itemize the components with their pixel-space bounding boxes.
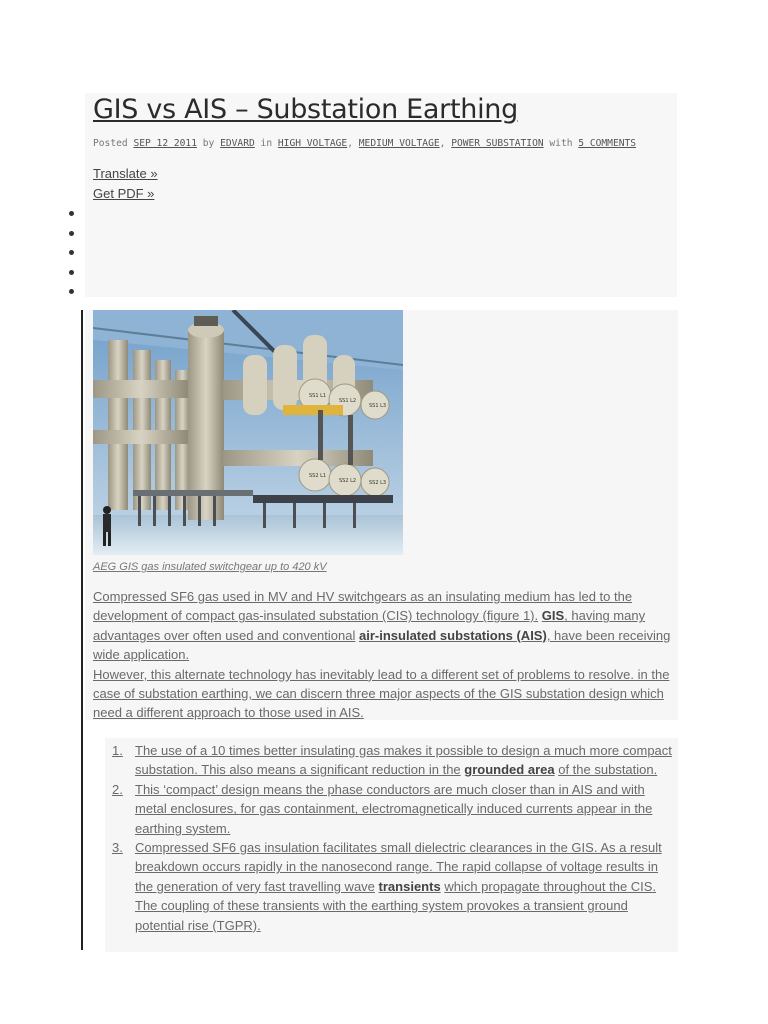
figure-label: SS2 L3 [369,480,387,486]
meta-in-label: in [260,138,273,149]
figure-caption: AEG GIS gas insulated switchgear up to 420 kV [93,561,327,573]
list-text: of the substation. [558,762,658,778]
author-link[interactable]: EDVARD [220,138,255,149]
post-date-link[interactable]: SEP 12 2011 [133,138,197,149]
gis-term: GIS [541,608,565,624]
switchgear-photo[interactable] [93,310,403,555]
figure-label: SS1 L3 [369,403,387,409]
get-pdf-link[interactable]: Get PDF » [93,186,155,201]
list-text: This ‘compact’ design means the phase conductors are much closer than in AIS and with metal enclosures, for gas containment, electromagnetically induced currents appear in the earthing system. [135,781,653,836]
list-item [93,838,673,935]
figure-label: SS1 L1 [309,393,327,399]
list-number: 3. [112,840,123,856]
content-left-rule [81,310,83,950]
list-item [93,780,673,838]
list-text: Compressed SF6 gas insulation facilitates small dielectric clearances in the GIS. As a result breakdown occurs rapidly in the nanosecond range. The rapid collapse of voltage results in the generation of very fast travelling wave [135,840,662,894]
intro-text: , have been receiving wide application. [93,627,671,663]
list-number: 1. [112,743,123,758]
page-title[interactable]: GIS vs AIS – Substation Earthing [93,94,518,125]
post-meta: Posted SEP 12 2011 by EDVARD in HIGH VOLTAGE, MEDIUM VOLTAGE, POWER SUBSTATION with 5 COMMENTS [93,138,637,149]
figure-label: SS2 L1 [309,473,327,479]
list-text: which propagate throughout the CIS. The coupling of these transients with the earthing system provokes a transient ground potential rise (TGPR). [135,878,657,933]
list-text: The use of a 10 times better insulating gas makes it possible to design a much more compact substation. This also means a significant reduction in the [135,743,672,778]
meta-by-label: by [202,138,215,149]
intro-text-2: However, this alternate technology has inevitably lead to a different set of problems to resolve. in the case of substation earthing, we can discern three major aspects of the GIS substation design which need a different approach to those used in AIS. [93,666,670,721]
list-number: 2. [112,781,123,797]
meta-posted-label: Posted [93,138,128,149]
aspects-list [93,741,673,935]
intro-paragraph [93,587,673,723]
list-item [93,741,673,780]
ais-term: air-insulated substations (AIS) [359,627,547,643]
intro-text: , having many advantages over often used and conventional [93,608,646,643]
figure-label: SS2 L2 [339,478,357,484]
meta-with-label: with [549,138,573,149]
category-link-high-voltage[interactable]: HIGH VOLTAGE [277,138,348,149]
figure-label: SS1 L2 [339,398,357,404]
translate-link[interactable]: Translate » [93,166,158,181]
intro-text: Compressed SF6 gas used in MV and HV switchgears as an insulating medium has led to the development of compact gas-insulated substation (CIS) technology (figure 1). [93,589,633,624]
category-link-power-substation[interactable]: POWER SUBSTATION [451,138,544,149]
category-link-medium-voltage[interactable]: MEDIUM VOLTAGE [358,138,440,149]
transients-term: transients [378,878,441,894]
grounded-area-term: grounded area [464,762,555,778]
comments-link[interactable]: 5 COMMENTS [578,138,637,149]
